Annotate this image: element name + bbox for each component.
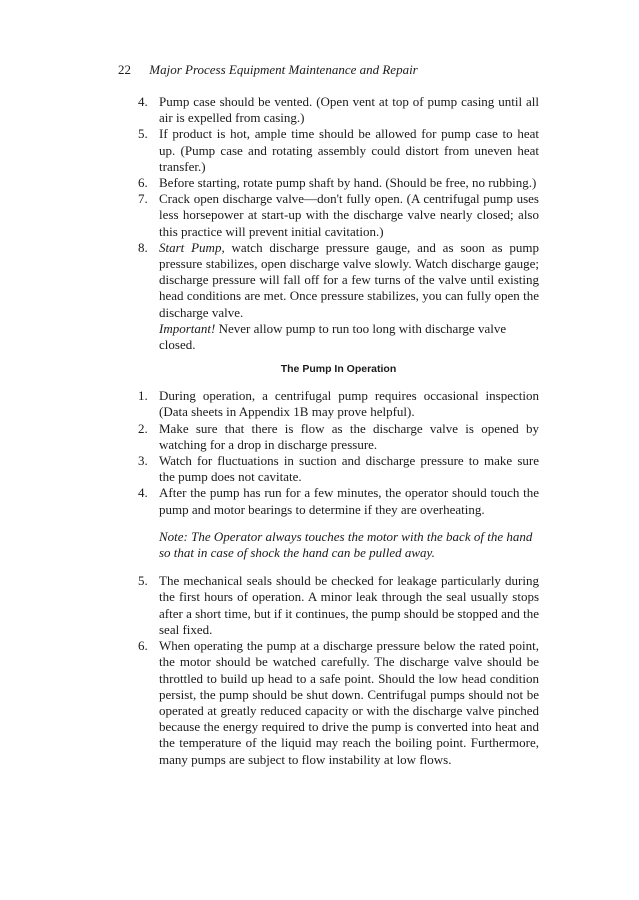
item-text: Pump case should be vented. (Open vent at top of pump casing until all air is expelled from casing.) [159,94,539,126]
item-text: Watch for fluctuations in suction and discharge pressure to make sure the pump does not cavitate. [159,453,539,485]
list-item [138,421,539,453]
page-content [138,94,539,768]
list-item [138,485,539,517]
item-text: watch discharge pressure gauge, and as soon as pump pressure stabilizes, open discharge valve slowly. Watch discharge gauge; discharge pressure will fall off for a few turns of the valve until existing head conditions are met. Once pressure stabilizes, you can fully open the discharge valve. [159,239,539,320]
important-text: Never allow pump to run too long with discharge valve closed. [159,320,507,353]
startup-steps-list [138,94,539,321]
item-number: 8. [138,239,148,255]
item-text: Make sure that there is flow as the discharge valve is opened by watching for a drop in discharge pressure. [159,420,539,452]
page-number: 22 [118,62,131,77]
list-item [138,126,539,175]
list-item [138,175,539,191]
list-item [138,240,539,321]
item-number: 2. [138,420,148,436]
item-number: 3. [138,453,148,469]
item-text: After the pump has run for a few minutes, the operator should touch the pump and motor bearings to determine if they are overheating. [159,485,539,517]
list-item [138,388,539,420]
list-item [138,191,539,240]
list-item [138,573,539,638]
item-text: The mechanical seals should be checked for leakage particularly during the first hours of operation. A minor leak through the seal usually stops after a short time, but if it continues, the pump should be stopped and the seal fixed. [159,573,539,637]
operation-steps-list [138,388,539,518]
item-number: 5. [138,573,148,589]
book-title: Major Process Equipment Maintenance and Repair [149,62,418,77]
item-text: During operation, a centrifugal pump requires occasional inspection (Data sheets in Appendix 1B may prove helpful). [159,388,539,420]
item-text: Before starting, rotate pump shaft by hand. (Should be free, no rubbing.) [159,175,537,191]
item-number: 7. [138,191,148,207]
list-item [138,638,539,768]
item-number: 1. [138,388,148,404]
item-lead-text: Start Pump, [159,239,225,255]
section-heading: The Pump In Operation [280,363,397,376]
item-number: 4. [138,485,148,501]
running-head [118,62,418,78]
list-item [138,453,539,485]
important-label: Important! [159,320,216,336]
item-text: If product is hot, ample time should be allowed for pump case to heat up. (Pump case and rotating assembly could distort from uneven heat transfer.) [159,126,539,174]
operation-steps-list-continued [138,573,539,767]
important-warning [138,321,539,353]
item-number: 5. [138,126,148,142]
item-text: When operating the pump at a discharge pressure below the rated point, the motor should be watched carefully. The discharge valve should be throttled to build up head to a safe point. Should the low head condition persist, the pump should be shut down. Centrifugal pumps should not be operated at greatly reduced capacity or with the discharge valve pinched because the energy required to drive the pump is converted into heat and the temperature of the liquid may reach the boiling point. Furthermore, many pumps are subject to flow instability at low flows. [159,638,539,767]
item-number: 6. [138,175,148,191]
item-number: 4. [138,94,148,109]
item-text: Crack open discharge valve—don't fully open. (A centrifugal pump uses less horsepower at start-up with the discharge valve nearly closed; also this practice will prevent initial cavitation.) [159,191,539,239]
list-item [138,94,539,126]
item-number: 6. [138,638,148,654]
operator-note: Note: The Operator always touches the motor with the back of the hand so that in case of shock the hand can be pulled away. [159,528,533,561]
